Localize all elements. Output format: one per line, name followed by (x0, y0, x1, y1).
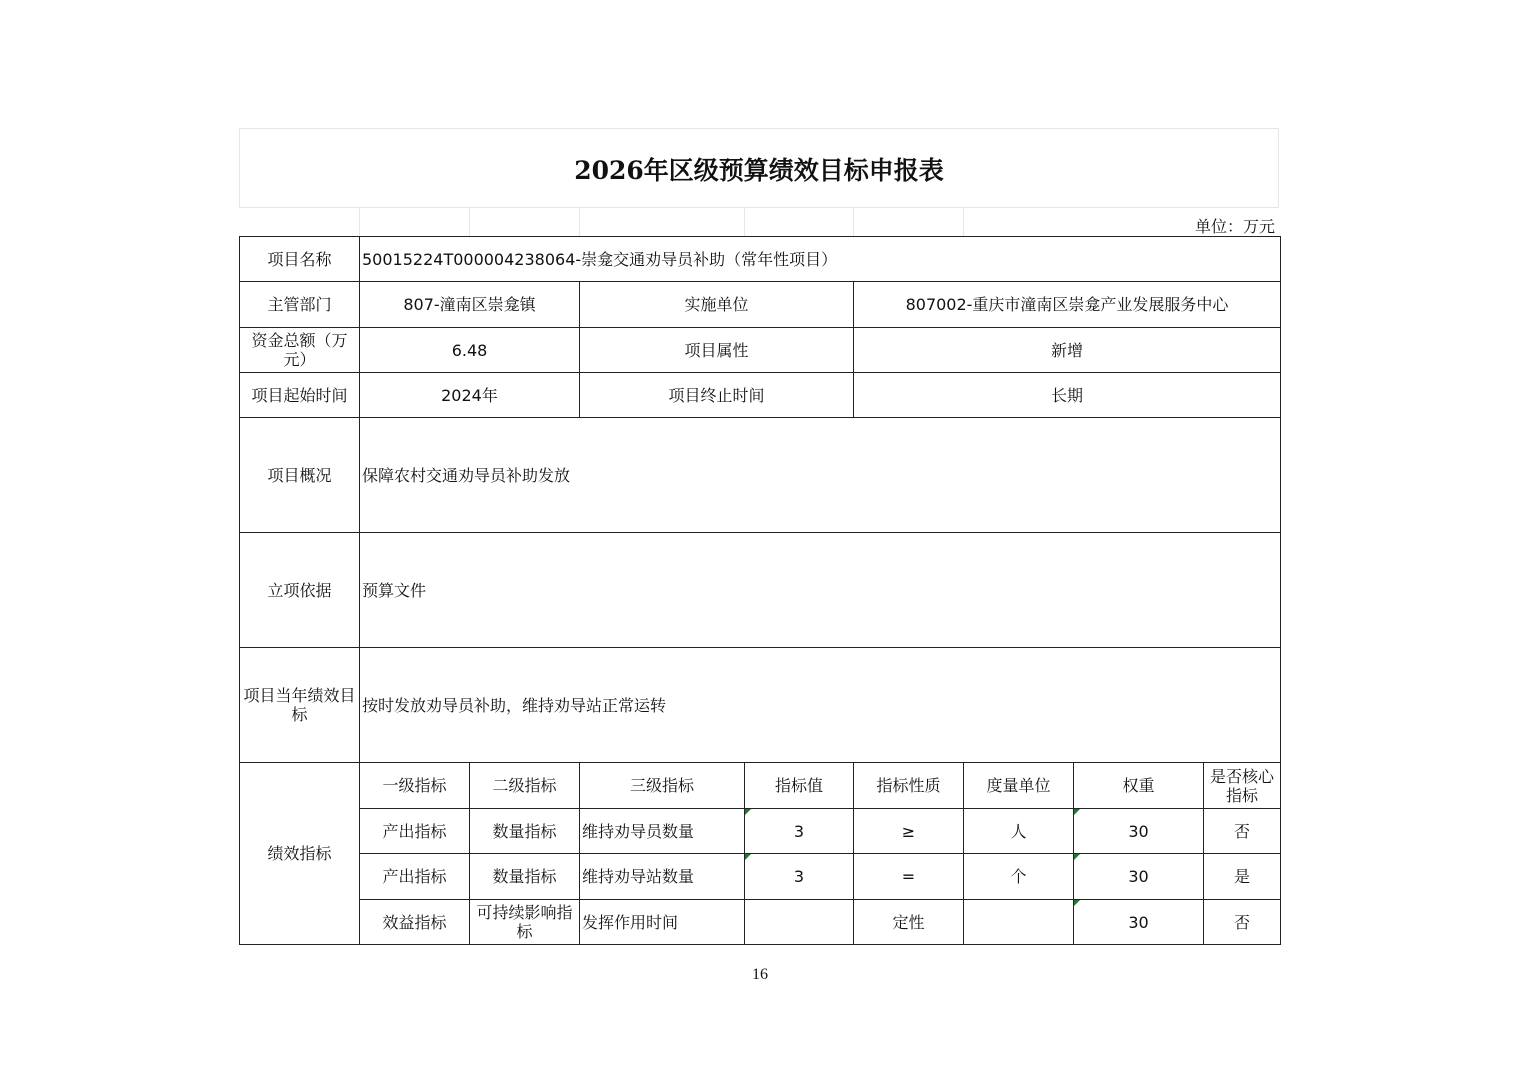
indicator-row (240, 854, 1281, 900)
budget-table (239, 236, 1281, 945)
grid-line (579, 208, 580, 236)
basis-value: 预算文件 (360, 533, 1281, 648)
weight-cell (1074, 854, 1204, 900)
overview-value: 保障农村交通劝导员补助发放 (360, 418, 1281, 533)
unit-cell: 个 (964, 854, 1074, 900)
table-row (240, 533, 1281, 648)
header-cell: 一级指标 (360, 763, 470, 809)
table-row (240, 418, 1281, 533)
header-cell: 度量单位 (964, 763, 1074, 809)
cell-marker (1074, 854, 1080, 860)
core-cell: 否 (1204, 809, 1281, 854)
title-row (239, 128, 1279, 208)
table-row (240, 328, 1281, 373)
weight-text: 30 (1128, 912, 1149, 932)
cell-marker (1074, 900, 1080, 906)
value-text: 3 (793, 867, 805, 886)
dept-label: 主管部门 (240, 282, 360, 328)
unit-cell: 人 (964, 809, 1074, 854)
grid-line (359, 208, 360, 236)
basis-label: 立项依据 (240, 533, 360, 648)
table-row (240, 237, 1281, 282)
core-cell: 是 (1204, 854, 1281, 900)
indicators-section-label: 绩效指标 (240, 763, 360, 945)
table-row (240, 373, 1281, 418)
grid-line (469, 208, 470, 236)
header-cell: 是否核心指标 (1204, 763, 1281, 809)
weight-text: 30 (1128, 867, 1149, 886)
value-text: 3 (793, 821, 805, 841)
header-cell: 指标值 (745, 763, 854, 809)
page-number: 16 (752, 966, 768, 983)
grid-line (853, 208, 854, 236)
unit-row (239, 208, 1279, 236)
grid-line (744, 208, 745, 236)
level1-cell: 产出指标 (360, 809, 470, 854)
page-title: 2026年区级预算绩效目标申报表 (574, 156, 944, 185)
nature-cell: = (854, 854, 964, 900)
cell-marker (745, 854, 751, 860)
weight-text: 30 (1128, 821, 1149, 841)
project-name-value: 50015224T000004238064-崇龛交通劝导员补助（常年性项目） (360, 237, 1281, 282)
attr-value: 新增 (854, 328, 1281, 373)
level3-cell: 发挥作用时间 (580, 900, 745, 945)
table-row (240, 282, 1281, 328)
indicator-row (240, 809, 1281, 854)
impl-value: 807002-重庆市潼南区崇龛产业发展服务中心 (854, 282, 1281, 328)
level1-cell: 产出指标 (360, 854, 470, 900)
nature-cell: 定性 (854, 900, 964, 945)
attr-label: 项目属性 (580, 328, 854, 373)
overview-label: 项目概况 (240, 418, 360, 533)
level3-cell: 维持劝导员数量 (580, 809, 745, 854)
end-value: 长期 (854, 373, 1281, 418)
cell-marker (745, 809, 751, 815)
start-value: 2024年 (360, 373, 580, 418)
project-name-label: 项目名称 (240, 237, 360, 282)
weight-cell (1074, 900, 1204, 945)
start-label: 项目起始时间 (240, 373, 360, 418)
nature-cell: ≥ (854, 809, 964, 854)
level3-cell: 维持劝导站数量 (580, 854, 745, 900)
grid-line (963, 208, 964, 236)
core-cell: 否 (1204, 900, 1281, 945)
unit-cell (964, 900, 1074, 945)
indicator-header-row (240, 763, 1281, 809)
fund-label: 资金总额（万元） (240, 328, 360, 373)
level2-cell: 可持续影响指标 (470, 900, 580, 945)
weight-cell (1074, 809, 1204, 854)
level2-cell: 数量指标 (470, 854, 580, 900)
dept-value: 807-潼南区崇龛镇 (360, 282, 580, 328)
goal-label: 项目当年绩效目标 (240, 648, 360, 763)
value-cell (745, 900, 854, 945)
header-cell: 指标性质 (854, 763, 964, 809)
end-label: 项目终止时间 (580, 373, 854, 418)
level1-cell: 效益指标 (360, 900, 470, 945)
header-cell: 权重 (1074, 763, 1204, 809)
level2-cell: 数量指标 (470, 809, 580, 854)
unit-label: 单位：万元 (1194, 217, 1275, 236)
value-cell (745, 809, 854, 854)
impl-label: 实施单位 (580, 282, 854, 328)
header-cell: 二级指标 (470, 763, 580, 809)
indicator-row (240, 900, 1281, 945)
goal-value: 按时发放劝导员补助，维持劝导站正常运转 (360, 648, 1281, 763)
header-cell: 三级指标 (580, 763, 745, 809)
fund-value: 6.48 (360, 328, 580, 373)
table-row (240, 648, 1281, 763)
cell-marker (1074, 809, 1080, 815)
value-cell (745, 854, 854, 900)
